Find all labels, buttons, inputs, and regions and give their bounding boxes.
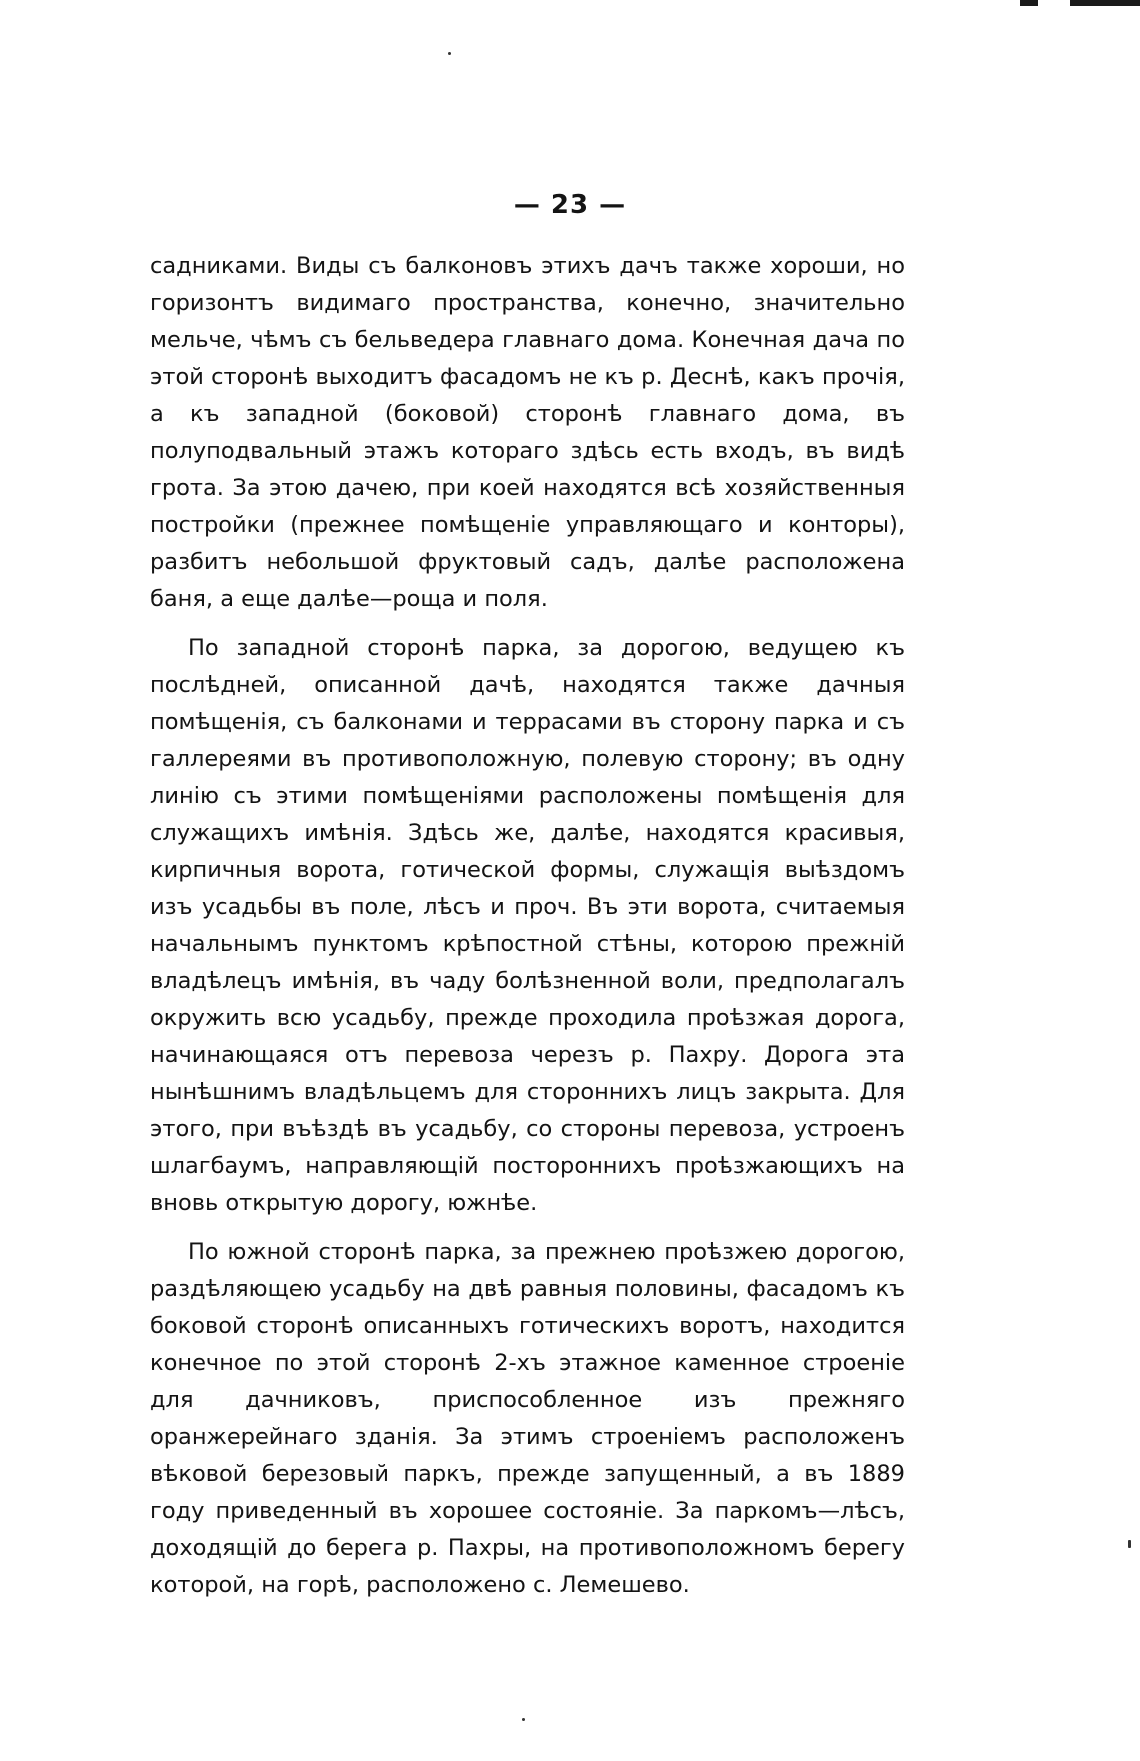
paragraph-3: По южной сторонѣ парка, за прежнею проѣзжею дорогою, раздѣляющею усадьбу на двѣ равныя половины, фасадомъ къ боковой сторонѣ описанныхъ готическихъ воротъ, находится конечное по этой сторонѣ 2-хъ этажное каменное строенiе для дачниковъ, приспособленное изъ прежняго оранжерейнаго зданiя. За этимъ строенiемъ расположенъ вѣковой березовый паркъ, прежде запущенный, а въ 1889 году приведенный въ хорошее состоянiе. За паркомъ—лѣсъ, доходящiй до берега р. Пахры, на противоположномъ берегу которой, на горѣ, расположено с. Лемешево.	[150, 1239, 905, 1598]
paragraph-2: По западной сторонѣ парка, за дорогою, ведущею къ послѣдней, описанной дачѣ, находятся также дачныя помѣщенiя, съ балконами и террасами въ сторону парка и съ галлереями въ противоположную, полевую сторону; въ одну линiю съ этими помѣщенiями расположены помѣщенiя для служащихъ имѣнiя. Здѣсь же, далѣе, находятся красивыя, кирпичныя ворота, готической формы, служащiя выѣздомъ изъ усадьбы въ поле, лѣсъ и проч. Въ эти ворота, считаемыя начальнымъ пунктомъ крѣпостной стѣны, которою прежнiй владѣлецъ имѣнiя, въ чаду болѣзненной воли, предполагалъ окружить всю усадьбу, прежде проходила проѣзжая дорога, начинающаяся отъ перевоза черезъ р. Пахру. Дорога эта нынѣшнимъ владѣльцемъ для стороннихъ лицъ закрыта. Для этого, при въѣздѣ въ усадьбу, со стороны перевоза, устроенъ шлагбаумъ, направляющiй постороннихъ проѣзжающихъ на вновь открытую дорогу, южнѣе.	[150, 635, 905, 1216]
paragraph-1: садниками. Виды съ балконовъ этихъ дачъ также хороши, но горизонтъ видимаго пространства, конечно, значительно мельче, чѣмъ съ бельведера главнаго дома. Конечная дача по этой сторонѣ выходитъ фасадомъ не къ р. Деснѣ, какъ прочiя, а къ западной (боковой) сторонѣ главнаго дома, въ полуподвальный этажъ котораго здѣсь есть входъ, въ видѣ грота. За этою дачею, при коей находятся всѣ хозяйственныя постройки (прежнее помѣщенiе управляющаго и конторы), разбитъ небольшой фруктовый садъ, далѣе расположена баня, а еще далѣе—роща и поля.	[150, 253, 905, 612]
scan-speck	[1128, 1540, 1131, 1548]
scan-speck	[522, 1718, 525, 1721]
body-text	[150, 248, 905, 1616]
page-number: — 23 —	[513, 190, 627, 220]
scan-edge-mark	[1020, 0, 1140, 8]
scan-speck	[448, 52, 451, 55]
